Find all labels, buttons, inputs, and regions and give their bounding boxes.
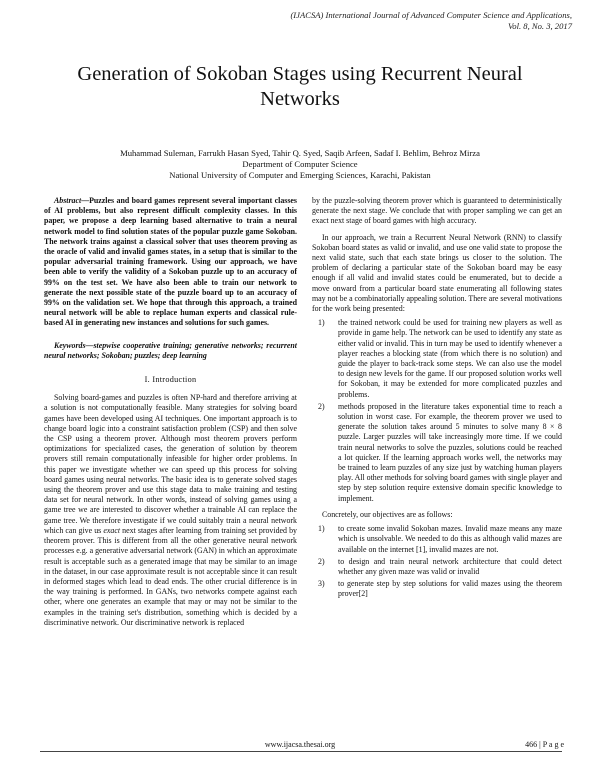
objective-list bbox=[312, 524, 562, 599]
list-item: 2) to design and train neural network architecture that could detect whether any given maze was valid or invalid bbox=[318, 556, 562, 576]
intro-paragraph-3: In our approach, we train a Recurrent Neural Network (RNN) to classify Sokoban board states as valid or invalid, and use one valid state to propose the next valid state, such that each state brings us closer to the solution. The problem of declaring a particular state of the Sokoban board may be easy enough if all valid and invalid states could be enumerated, but to decide a move onward from a particular board state enumerating all following states may not be a combinatorially appealing solution. There are several motivations for the work being presented: bbox=[312, 232, 562, 314]
emphasis-exact: exact bbox=[103, 525, 121, 535]
paper-title: Generation of Sokoban Stages using Recurrent Neural Networks bbox=[77, 63, 523, 110]
intro-paragraph-2: by the puzzle-solving theorem prover which is guaranteed to deterministically generate the next stage. We conclude that with proper sampling we can get an exact next stage of board games with high accuracy. bbox=[312, 196, 562, 226]
journal-name: (IJACSA) International Journal of Advanced Computer Science and Applications, bbox=[290, 10, 572, 20]
keywords: Keywords—stepwise cooperative training; generative networks; recurrent neural networks; Sokoban; puzzles; deep learning bbox=[44, 340, 297, 360]
left-column bbox=[44, 196, 297, 628]
intro-paragraph-1: Solving board-games and puzzles is often NP-hard and therefore arriving at a solution is not computationally feasible. Many strategies for solving board games have been developed using AI techniques. One important approach is to change board logic into a constraint satisfaction problem (CSP) and then solve the CSP using a theorem prover. Although most theorem provers perform optimizations for specialized cases, the generation of solution by theorem provers still remain computationally infeasible for higher order problems. In this paper we investigate whether we can speed up this process for solving board games using neural networks. The basic idea is to generate solved stages using the theorem prover and use this stage data to make training and testing data set for neural network. In other words, instead of solving games using a game tree we are interested to discover whether a trainable AI can replace the game tree. We therefore investigate if we could suitably train a neural network which can give us exact next stages after learning from training set provided by theorem prover. This is different from all the other generative neural network processes e.g. a generative adversarial network (GAN) in which an approximate result is acceptable such as a generated image that may be similar to an image in the dataset, in our case approximate result is not acceptable since it can result in deformed stages which lead to dead ends. The other crucial difference is in the way training is performed. In GANs, two networks compete against each other, where one generates an example that may or may not be similar to the examples in the training set's distribution, something which is decided by a discriminative network. Our discriminative network is replaced bbox=[44, 393, 297, 627]
author-block bbox=[20, 148, 580, 181]
list-item: 2) methods proposed in the literature takes exponential time to reach a solution in worst case. For example, the theorem prover we used to generate the solution takes around 5 minutes to solve many 8 × 8 puzzle. Larger puzzles will take increasingly more time. If we could train neural networks to solve the puzzles, solutions could be reached a lot quicker. If the learning approach works well, the networks may be trained to learn puzzles of any size just by watching human players play. All other methods for solving board games with single player and step by step solution require extensive domain specific knowledge to implement. bbox=[318, 401, 562, 503]
footer-url: www.ijacsa.thesai.org bbox=[264, 740, 336, 749]
list-item: 3) to generate step by step solutions for valid mazes using the theorem prover[2] bbox=[318, 579, 562, 599]
list-item: 1) the trained network could be used for training new players as well as provide in game help. The network can be used to identify any state as either valid or invalid. This in turn may be used to identify whenever a player reaches a blocking state (from which there is no solution) and guide the player to back-track some steps. We can also use the model to design new levels for the game. If our proposed solution works well for Sokoban, it may be extended for more complicated puzzles and problems. bbox=[318, 318, 562, 399]
intro-paragraph-4: Concretely, our objectives are as follows: bbox=[322, 509, 453, 519]
section-heading-introduction: I. Introduction bbox=[144, 375, 197, 385]
footer-divider bbox=[40, 751, 562, 752]
abstract-text: Puzzles and board games represent several important classes of AI problems, but also represent difficult complexity classes. In this paper, we propose a deep learning based alternative to train a neural network model to find solution states of the popular puzzle game Sokoban. The network trains against a classical solver that uses theorem proving as the oracle of valid and invalid games states, in a setup that is similar to the popular adversarial training framework. Using our approach, we have been able to verify the validity of a Sokoban puzzle up to an accuracy of 99% on the test set. We have also been able to train our network to generate the next possible state of the puzzle board up to an accuracy of 99% on the validation set. We hope that through this approach, a trained neural network will be able to replace human experts and classical rule-based AI in generating new instances and solutions for such games. bbox=[44, 196, 297, 328]
university: National University of Computer and Emerging Sciences, Karachi, Pakistan bbox=[169, 170, 431, 180]
author-list: Muhammad Suleman, Farrukh Hasan Syed, Tahir Q. Syed, Saqib Arfeen, Sadaf I. Behlim, Behroz Mirza bbox=[120, 148, 480, 158]
keywords-label: Keywords bbox=[54, 340, 86, 350]
motivation-list bbox=[312, 318, 562, 504]
abstract-label: Abstract bbox=[54, 196, 82, 205]
journal-volume: Vol. 8, No. 3, 2017 bbox=[508, 21, 572, 31]
keywords-text: stepwise cooperative training; generative networks; recurrent neural networks; Sokoban; puzzles; deep learning bbox=[44, 340, 297, 360]
journal-header bbox=[52, 10, 572, 32]
footer-page-number: 466 | P a g e bbox=[525, 740, 564, 749]
department: Department of Computer Science bbox=[242, 159, 358, 169]
abstract: Abstract—Puzzles and board games represent several important classes of AI problems, but also represent difficult complexity classes. In this paper, we propose a deep learning based alternative to train a neural network model to find solution states of the popular puzzle game Sokoban. The network trains against a classical solver that uses theorem proving as the oracle of valid and invalid games states, in a setup that is similar to the popular adversarial training framework. Using our approach, we have been able to verify the validity of a Sokoban puzzle up to an accuracy of 99% on the test set. We have also been able to train our network to generate the next possible state of the puzzle board up to an accuracy of 99% on the validation set. We hope that through this approach, a trained neural network will be able to replace human experts and classical rule-based AI in generating new instances and solutions for such games. bbox=[44, 196, 297, 328]
list-item: 1) to create some invalid Sokoban mazes. Invalid maze means any maze which is unsolvable. We needed to do this as although valid mazes are available on the internet [1], invalid mazes are not. bbox=[318, 524, 562, 554]
right-column bbox=[312, 196, 562, 606]
